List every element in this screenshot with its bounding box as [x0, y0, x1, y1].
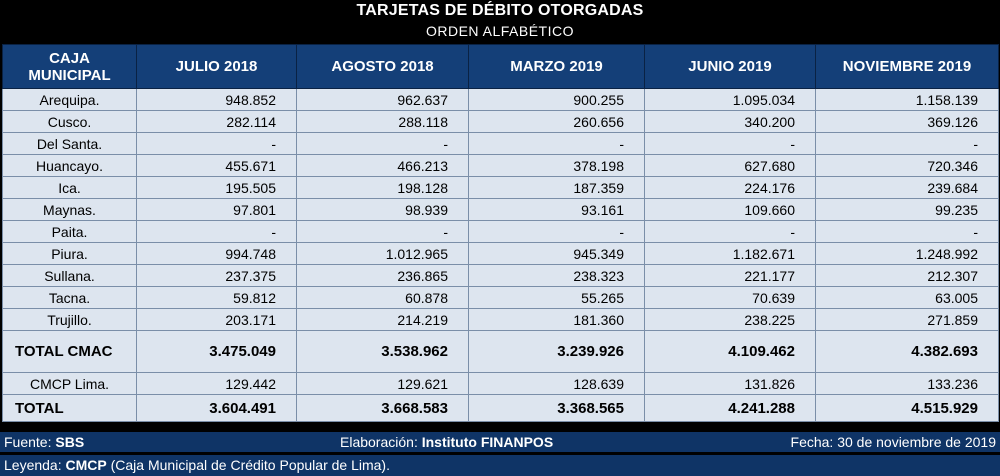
source-label: Fuente:: [4, 434, 56, 450]
table-cell: -: [297, 133, 469, 155]
table-cell: 3.604.491: [137, 395, 297, 422]
table-row: [3, 287, 999, 309]
table-cell: 945.349: [469, 243, 645, 265]
table-cell: 236.865: [297, 265, 469, 287]
table-cell: 900.255: [469, 89, 645, 111]
table-cell: 224.176: [645, 177, 816, 199]
table-row: [3, 199, 999, 221]
table-cell: 239.684: [816, 177, 999, 199]
table-cell: 466.213: [297, 155, 469, 177]
table-cell: 720.346: [816, 155, 999, 177]
table-cell: 131.826: [645, 373, 816, 395]
table-cell: -: [469, 221, 645, 243]
table-cell: 181.360: [469, 309, 645, 331]
row-label: Paita.: [3, 221, 137, 243]
row-label: Cusco.: [3, 111, 137, 133]
table-cell: 271.859: [816, 309, 999, 331]
table-row: [3, 133, 999, 155]
total-cmac-row: [3, 331, 999, 373]
table-cell: 4.382.693: [816, 331, 999, 373]
table-cell: 238.323: [469, 265, 645, 287]
legend-abbr: CMCP: [65, 457, 107, 473]
table-cell: 455.671: [137, 155, 297, 177]
table-cell: -: [137, 221, 297, 243]
table-row: [3, 309, 999, 331]
table-cell: 237.375: [137, 265, 297, 287]
table-row: [3, 177, 999, 199]
table-row: [3, 221, 999, 243]
table-cell: -: [645, 221, 816, 243]
table-cell: -: [469, 133, 645, 155]
row-label: Del Santa.: [3, 133, 137, 155]
table-row: [3, 265, 999, 287]
table-cell: 369.126: [816, 111, 999, 133]
legend: [4, 455, 390, 475]
footer-sources: [0, 432, 1000, 452]
table-cell: 994.748: [137, 243, 297, 265]
table-cell: 627.680: [645, 155, 816, 177]
legend-label: Leyenda:: [4, 457, 66, 473]
table-cell: 55.265: [469, 287, 645, 309]
footer-date: Fecha: 30 de noviembre de 2019: [790, 434, 996, 450]
header-agosto-2018: AGOSTO 2018: [297, 45, 469, 89]
table-cell: 962.637: [297, 89, 469, 111]
header-noviembre-2019: NOVIEMBRE 2019: [816, 45, 999, 89]
table-cell: 59.812: [137, 287, 297, 309]
table-cell: 340.200: [645, 111, 816, 133]
footer-prepared-by: [340, 432, 553, 452]
header-row: [3, 45, 999, 89]
table-row: [3, 155, 999, 177]
header-marzo-2019: MARZO 2019: [469, 45, 645, 89]
table-cell: -: [816, 221, 999, 243]
table-cell: 198.128: [297, 177, 469, 199]
title-block: [0, 0, 1000, 44]
source-value: SBS: [55, 434, 85, 450]
row-label: Piura.: [3, 243, 137, 265]
header-julio-2018: JULIO 2018: [137, 45, 297, 89]
row-label: TOTAL CMAC: [3, 331, 137, 373]
row-label: Ica.: [3, 177, 137, 199]
table-row: [3, 89, 999, 111]
footer-legend: [0, 455, 1000, 476]
table-cell: 3.538.962: [297, 331, 469, 373]
table-cell: 4.241.288: [645, 395, 816, 422]
table-cell: 98.939: [297, 199, 469, 221]
header-caja-municipal: CAJA MUNICIPAL: [3, 45, 137, 89]
page-subtitle: ORDEN ALFABÉTICO: [425, 23, 575, 39]
table-cell: 3.668.583: [297, 395, 469, 422]
table-cell: -: [297, 221, 469, 243]
table-cell: 1.012.965: [297, 243, 469, 265]
table-cell: 3.239.926: [469, 331, 645, 373]
table-cell: 288.118: [297, 111, 469, 133]
table-cell: -: [137, 133, 297, 155]
table-cell: 1.158.139: [816, 89, 999, 111]
table-cell: -: [816, 133, 999, 155]
table-cell: 128.639: [469, 373, 645, 395]
page-title: TARJETAS DE DÉBITO OTORGADAS: [356, 2, 644, 19]
table-cell: 129.442: [137, 373, 297, 395]
table-cell: 282.114: [137, 111, 297, 133]
legend-text: (Caja Municipal de Crédito Popular de Lima).: [106, 457, 390, 473]
table-cell: 93.161: [469, 199, 645, 221]
debit-cards-table: [2, 44, 999, 422]
table-cell: 133.236: [816, 373, 999, 395]
row-label: Tacna.: [3, 287, 137, 309]
table-cell: 948.852: [137, 89, 297, 111]
table-cell: 63.005: [816, 287, 999, 309]
table-cell: 129.621: [297, 373, 469, 395]
row-label: CMCP Lima.: [3, 373, 137, 395]
table-cell: 109.660: [645, 199, 816, 221]
table-cell: 99.235: [816, 199, 999, 221]
table-cell: 3.475.049: [137, 331, 297, 373]
table-cell: 212.307: [816, 265, 999, 287]
table-cell: 4.515.929: [816, 395, 999, 422]
table-cell: 70.639: [645, 287, 816, 309]
header-junio-2019: JUNIO 2019: [645, 45, 816, 89]
table-cell: 1.182.671: [645, 243, 816, 265]
row-label: Huancayo.: [3, 155, 137, 177]
table-cell: 1.248.992: [816, 243, 999, 265]
table-cell: 195.505: [137, 177, 297, 199]
prepared-value: Instituto FINANPOS: [421, 434, 554, 450]
table-cell: 378.198: [469, 155, 645, 177]
table-row: [3, 243, 999, 265]
row-label: Arequipa.: [3, 89, 137, 111]
cmcp-lima-row: [3, 373, 999, 395]
prepared-label: Elaboración:: [340, 434, 422, 450]
row-label: TOTAL: [3, 395, 137, 422]
footer-source: [4, 432, 84, 452]
row-label: Trujillo.: [3, 309, 137, 331]
table-cell: 203.171: [137, 309, 297, 331]
table-cell: 60.878: [297, 287, 469, 309]
table-cell: 214.219: [297, 309, 469, 331]
grand-total-row: [3, 395, 999, 422]
table-cell: 3.368.565: [469, 395, 645, 422]
table-cell: 187.359: [469, 177, 645, 199]
table-cell: 221.177: [645, 265, 816, 287]
row-label: Maynas.: [3, 199, 137, 221]
table-cell: 238.225: [645, 309, 816, 331]
row-label: Sullana.: [3, 265, 137, 287]
table-row: [3, 111, 999, 133]
table-cell: -: [645, 133, 816, 155]
table-cell: 97.801: [137, 199, 297, 221]
table-cell: 260.656: [469, 111, 645, 133]
table-cell: 1.095.034: [645, 89, 816, 111]
table-cell: 4.109.462: [645, 331, 816, 373]
